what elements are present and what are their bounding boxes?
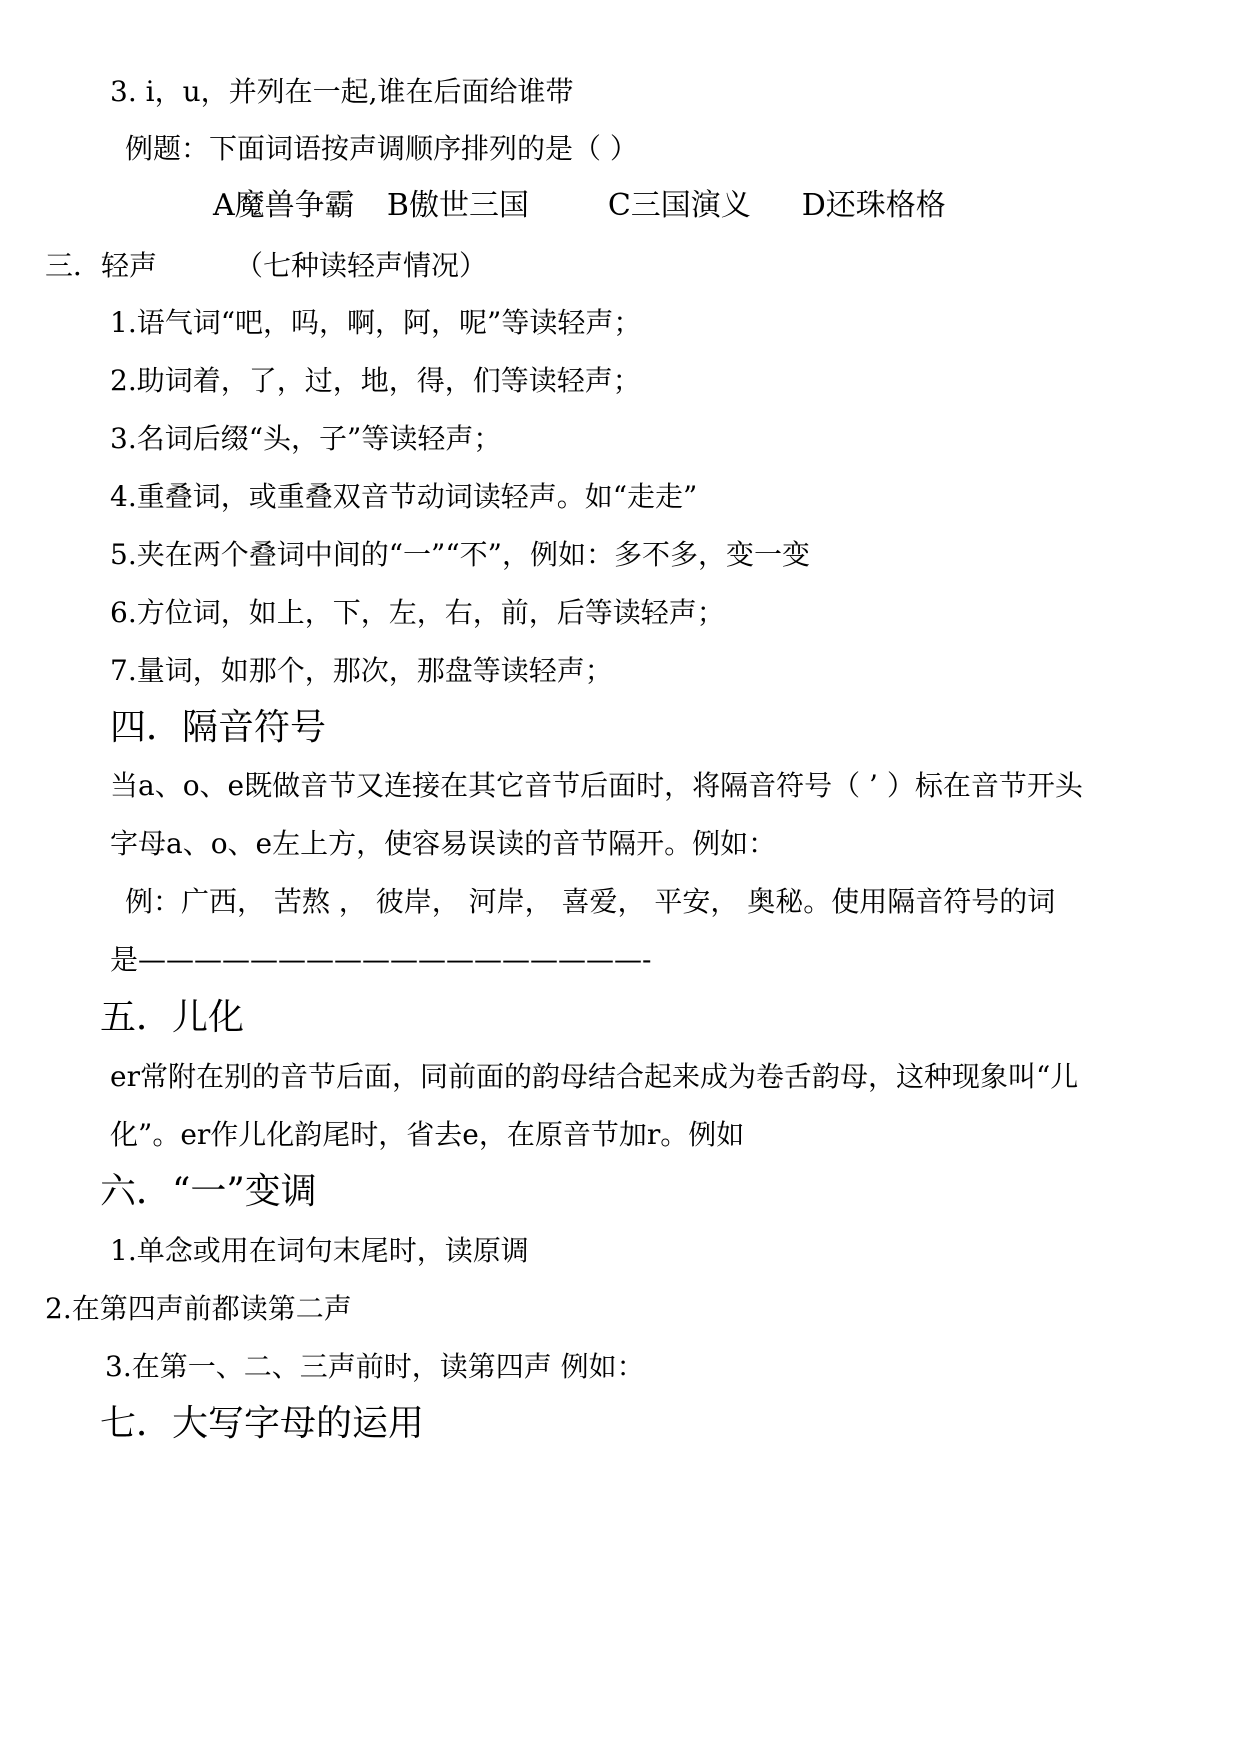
example-options [213, 188, 946, 224]
neutral-tone-item-4: 4.重叠词，或重叠双音节动词读轻声。如“走走” [110, 480, 698, 513]
neutral-tone-item-2: 2.助词着，了，过，地，得，们等读轻声； [110, 364, 641, 397]
section-5-paragraph-line-2: 化”。er作儿化韵尾时，省去e，在原音节加r。例如 [110, 1118, 745, 1151]
neutral-tone-item-6: 6.方位词，如上，下，左，右，前，后等读轻声； [110, 596, 725, 629]
neutral-tone-item-1: 1.语气词“吧，吗，啊，阿，呢”等读轻声； [110, 306, 642, 339]
section-5-paragraph-line-1: er常附在别的音节后面，同前面的韵母结合起来成为卷舌韵母，这种现象叫“儿 [110, 1060, 1079, 1093]
section-3-heading [45, 248, 487, 284]
section-6-heading: 六．“一”变调 [100, 1171, 317, 1212]
example-question: 例题：下面词语按声调顺序排列的是（ ） [125, 132, 638, 165]
option-c: C三国演义 [607, 188, 751, 223]
option-a: A魔兽争霸 [213, 188, 355, 223]
section-4-paragraph-line-2: 字母a、o、e左上方，使容易误读的音节隔开。例如： [110, 827, 777, 860]
section-3-subtitle: （七种读轻声情况） [235, 249, 488, 282]
section-4-paragraph-line-1: 当a、o、e既做音节又连接在其它音节后面时，将隔音符号（ ’ ）标在音节开头 [110, 769, 1083, 802]
yi-tone-item-1: 1.单念或用在词句末尾时，读原调 [110, 1234, 529, 1267]
section-5-heading: 五．儿化 [100, 997, 245, 1038]
yi-tone-item-2: 2.在第四声前都读第二声 [45, 1292, 352, 1325]
neutral-tone-item-5: 5.夹在两个叠词中间的“一”“不”，例如：多不多，变一变 [110, 538, 810, 571]
option-b: B傲世三国 [386, 188, 529, 223]
section-7-heading: 七．大写字母的运用 [100, 1403, 425, 1444]
section-4-heading: 四．隔音符号 [110, 707, 327, 748]
section-3-title: 三．轻声 [45, 249, 158, 282]
section-4-example-line-1: 例：广西， 苦熬 ， 彼岸， 河岸， 喜爱， 平安， 奥秘。使用隔音符号的词 [125, 885, 1056, 918]
tone-rule-3: 3. i，u，并列在一起,谁在后面给谁带 [110, 75, 574, 108]
section-4-example-line-2: 是——————————————————- [110, 943, 652, 976]
neutral-tone-item-3: 3.名词后缀“头，子”等读轻声； [110, 422, 502, 455]
neutral-tone-item-7: 7.量词，如那个，那次，那盘等读轻声； [110, 654, 613, 687]
yi-tone-item-3: 3.在第一、二、三声前时，读第四声 例如： [105, 1350, 645, 1383]
option-d: D还珠格格 [801, 188, 946, 223]
